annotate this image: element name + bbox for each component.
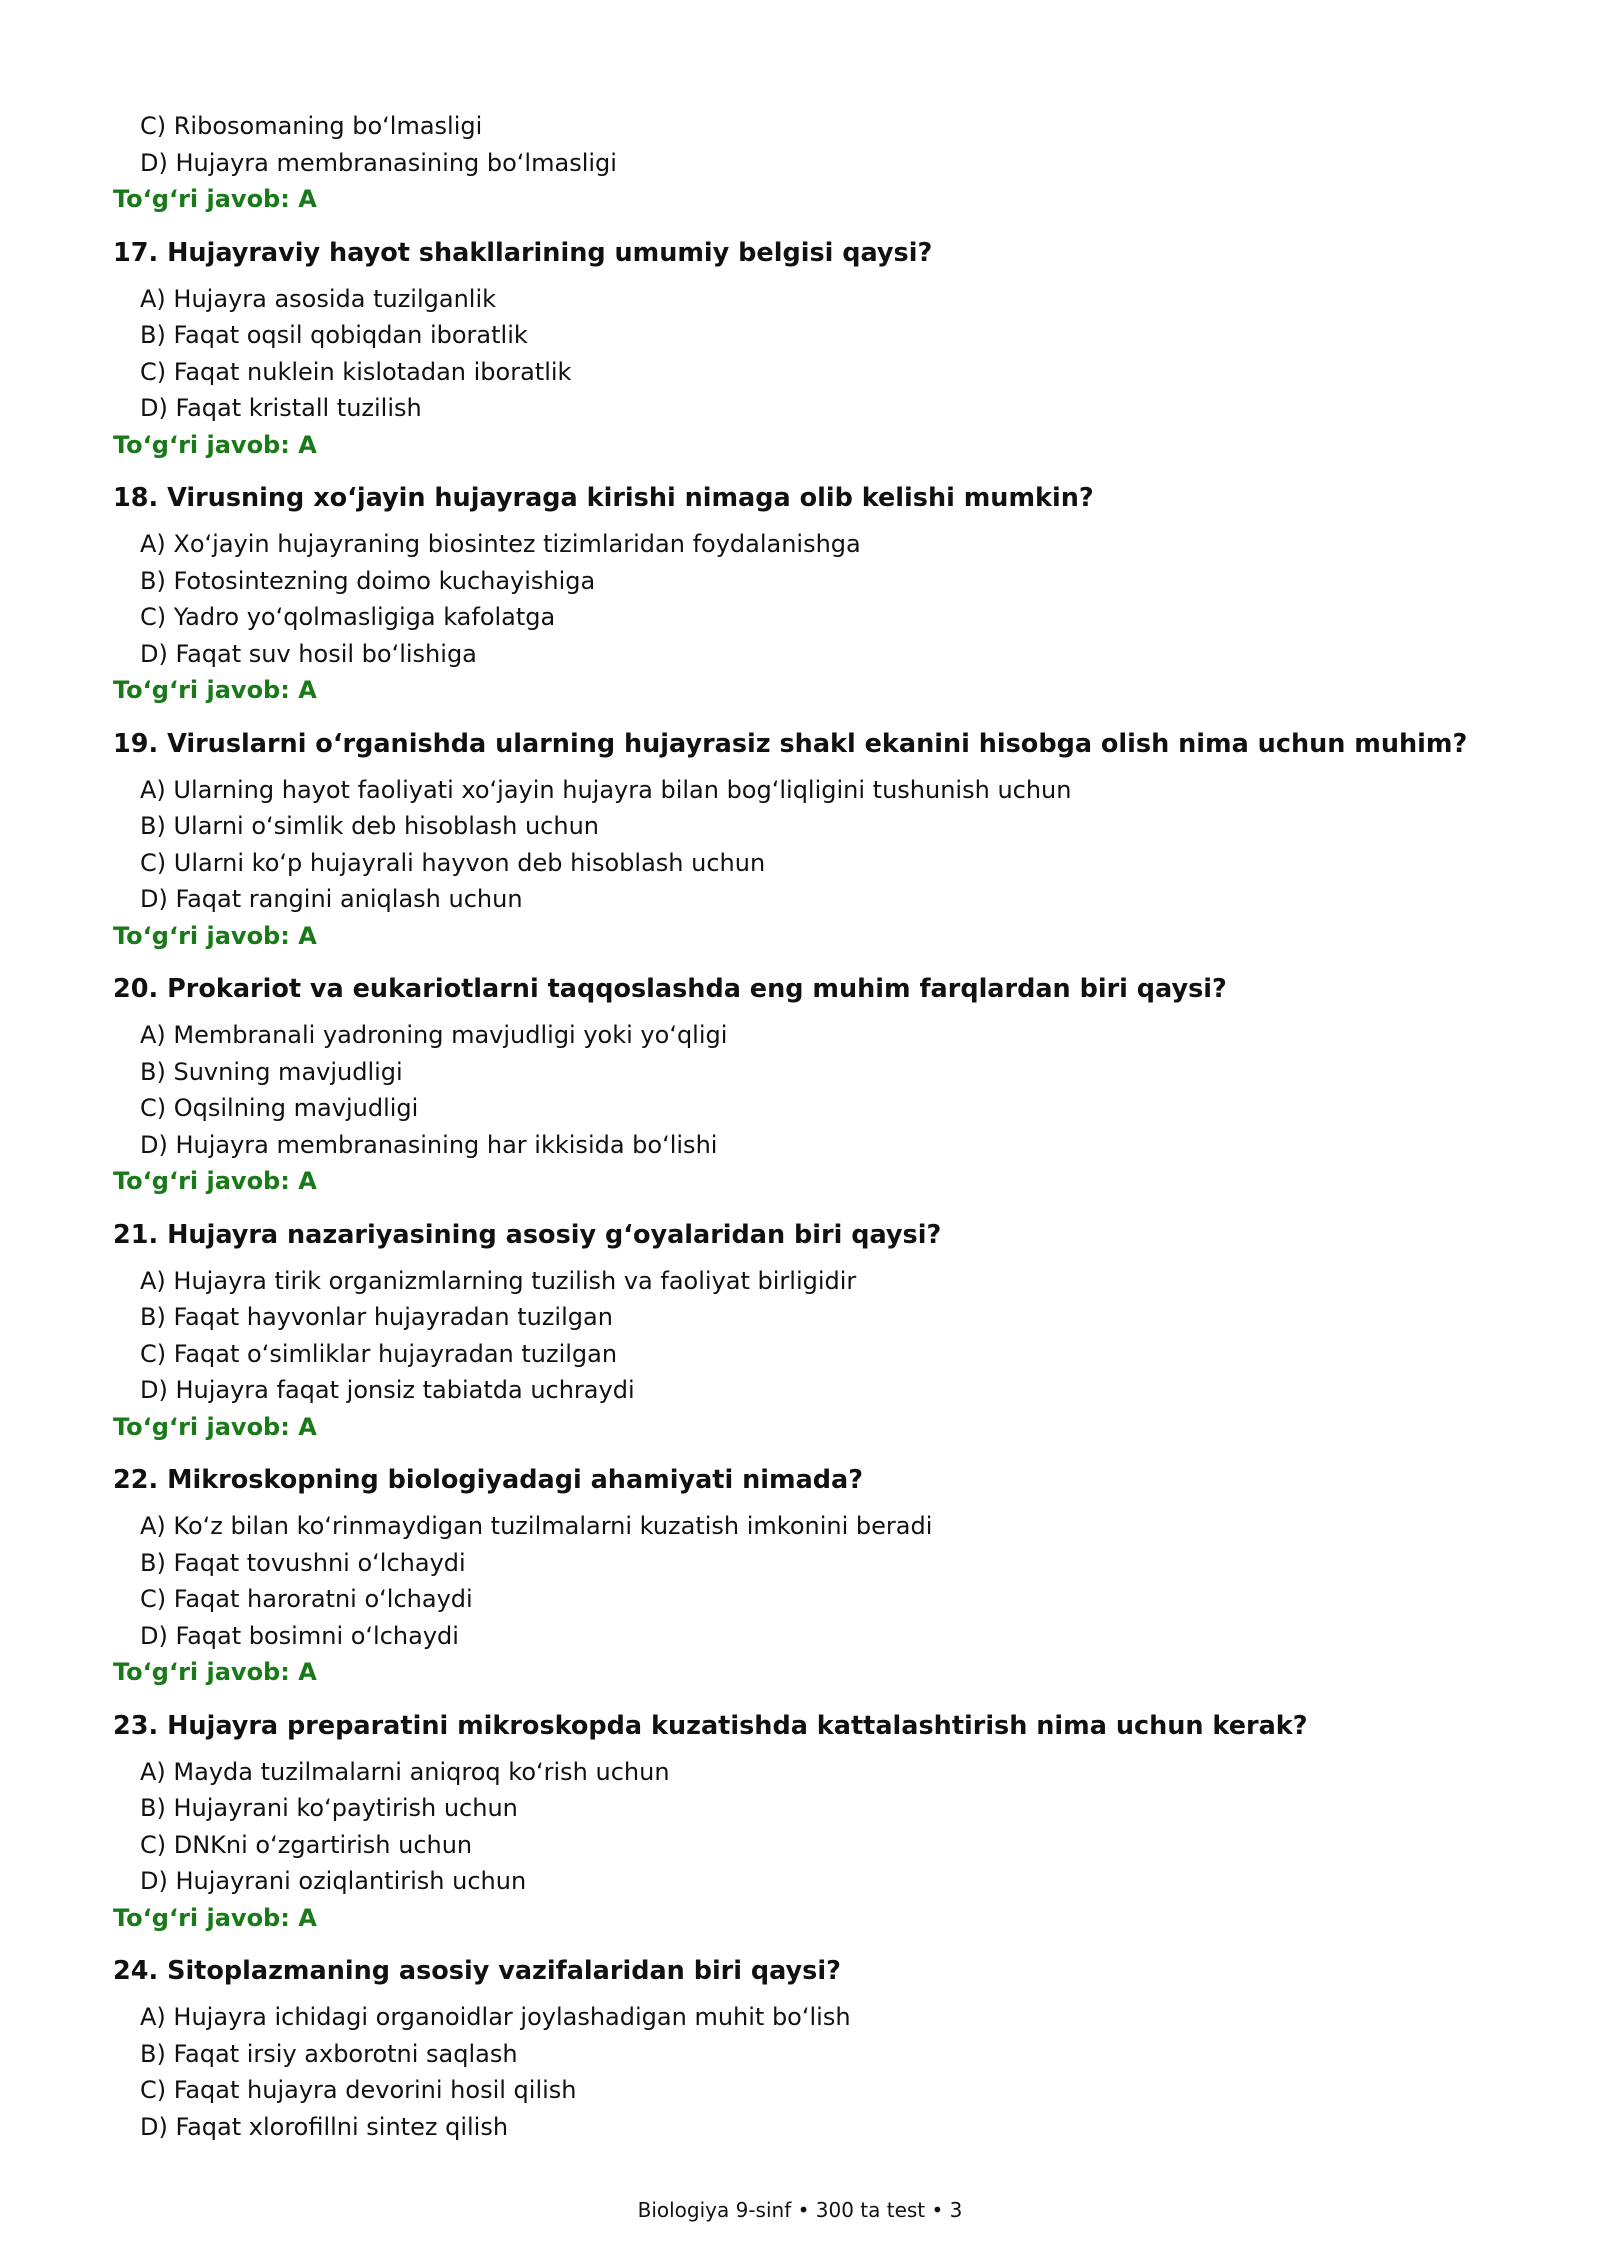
question-title: [113, 1953, 1513, 1989]
question-17: [113, 235, 1513, 464]
option-d: D) Faqat rangini aniqlash uchun: [140, 885, 523, 913]
option-b: B) Fotosintezning doimo kuchayishiga: [140, 566, 596, 595]
question-title: [113, 971, 1513, 1007]
option-c: C) Ularni ko‘p hujayrali hayvon deb hisoblash uchun: [140, 848, 766, 877]
option-c: C) Yadro yo‘qolmasligiga kafolatga: [140, 603, 556, 631]
option-c: C) Ribosomaning bo‘lmasligi: [140, 112, 483, 140]
question-text: Virusning xo‘jayin hujayraga kirishi nimaga olib kelishi mumkin?: [167, 483, 1094, 513]
question-number: 24 .: [113, 1956, 167, 1986]
option-b: B) Ularni o‘simlik deb hisoblash uchun: [140, 812, 599, 840]
question-title: [113, 1708, 1513, 1744]
option-c: C) Faqat haroratni o‘lchaydi: [140, 1585, 473, 1613]
correct-answer: To‘g‘ri javob: A: [113, 1412, 317, 1441]
option-a: A) Membranali yadroning mavjudligi yoki yo‘qligi: [140, 1021, 728, 1049]
option-a: A) Hujayra tirik organizmlarning tuzilish va faoliyat birligidir: [140, 1266, 857, 1295]
question-19: [113, 726, 1513, 955]
option-c: C) Faqat hujayra devorini hosil qilish: [140, 2076, 577, 2104]
question-24: [113, 1953, 1513, 2145]
question-number: 22 .: [113, 1465, 167, 1495]
question-title: [113, 235, 1513, 271]
question-text: Hujayra preparatini mikroskopda kuzatishda kattalashtirish nima uchun kerak?: [167, 1710, 1308, 1741]
option-b: B) Hujayrani ko‘paytirish uchun: [140, 1794, 518, 1822]
question-21: [113, 1217, 1513, 1446]
question-number: 17 .: [113, 238, 167, 268]
question-text: Hujayra nazariyasining asosiy g‘oyalaridan biri qaysi?: [167, 1219, 942, 1250]
option-b: B) Faqat oqsil qobiqdan iboratlik: [140, 321, 528, 349]
question-number: 23 .: [113, 1711, 167, 1741]
option-d: D) Hujayra membranasining har ikkisida bo‘lishi: [140, 1130, 718, 1159]
carryover-block: [113, 108, 1513, 218]
question-list: [113, 108, 1513, 2145]
question-23: [113, 1708, 1513, 1937]
correct-answer: To‘g‘ri javob: A: [113, 185, 317, 213]
question-number: 18 .: [113, 483, 167, 513]
question-number: 19 .: [113, 729, 167, 759]
option-a: A) Ko‘z bilan ko‘rinmaydigan tuzilmalarni kuzatish imkonini beradi: [140, 1512, 933, 1540]
question-title: [113, 1462, 1513, 1498]
correct-answer: To‘g‘ri javob: A: [113, 1658, 317, 1686]
question-text: Hujayraviy hayot shakllarining umumiy belgisi qaysi?: [167, 237, 933, 268]
option-a: A) Ularning hayot faoliyati xo‘jayin hujayra bilan bog‘liqligini tushunish uchun: [140, 775, 1072, 804]
correct-answer: To‘g‘ri javob: A: [113, 1167, 317, 1195]
question-text: Sitoplazmaning asosiy vazifalaridan biri qaysi?: [167, 1956, 841, 1986]
question-number: 21 .: [113, 1220, 167, 1250]
option-b: B) Faqat irsiy axborotni saqlash: [140, 2039, 518, 2068]
question-text: Prokariot va eukariotlarni taqqoslashda eng muhim farqlardan biri qaysi?: [167, 974, 1227, 1004]
question-text: Mikroskopning biologiyadagi ahamiyati nimada?: [167, 1465, 864, 1495]
question-18: [113, 480, 1513, 709]
option-a: A) Hujayra ichidagi organoidlar joylashadigan muhit bo‘lish: [140, 2003, 851, 2031]
option-d: D) Faqat xlorofillni sintez qilish: [140, 2112, 509, 2141]
option-a: A) Xo‘jayin hujayraning biosintez tizimlaridan foydalanishga: [140, 530, 861, 558]
option-d: D) Faqat bosimni o‘lchaydi: [140, 1621, 459, 1650]
option-c: C) DNKni o‘zgartirish uchun: [140, 1830, 473, 1859]
option-a: A) Mayda tuzilmalarni aniqroq ko‘rish uchun: [140, 1757, 670, 1786]
option-c: C) Faqat o‘simliklar hujayradan tuzilgan: [140, 1339, 618, 1368]
option-c: C) Oqsilning mavjudligi: [140, 1094, 419, 1122]
option-b: B) Faqat hayvonlar hujayradan tuzilgan: [140, 1303, 613, 1331]
correct-answer: To‘g‘ri javob: A: [113, 921, 317, 950]
option-d: D) Hujayra membranasining bo‘lmasligi: [140, 148, 617, 177]
option-a: A) Hujayra asosida tuzilganlik: [140, 284, 497, 313]
question-22: [113, 1462, 1513, 1691]
option-d: D) Hujayra faqat jonsiz tabiatda uchraydi: [140, 1376, 635, 1404]
question-title: [113, 726, 1513, 762]
option-d: D) Faqat kristall tuzilish: [140, 394, 422, 422]
page-footer: Biologiya 9-sinf • 300 ta test • 3: [637, 2198, 963, 2222]
question-20: [113, 971, 1513, 1200]
option-b: B) Suvning mavjudligi: [140, 1057, 403, 1086]
question-number: 20 .: [113, 974, 167, 1004]
correct-answer: To‘g‘ri javob: A: [113, 676, 317, 704]
question-text: Viruslarni o‘rganishda ularning hujayrasiz shakl ekanini hisobga olish nima uchun muhim?: [167, 728, 1468, 759]
question-title: [113, 480, 1513, 516]
correct-answer: To‘g‘ri javob: A: [113, 1903, 317, 1932]
option-c: C) Faqat nuklein kislotadan iboratlik: [140, 357, 572, 386]
option-d: D) Faqat suv hosil bo‘lishiga: [140, 639, 477, 668]
option-b: B) Faqat tovushni o‘lchaydi: [140, 1548, 466, 1577]
correct-answer: To‘g‘ri javob: A: [113, 430, 317, 459]
option-d: D) Hujayrani oziqlantirish uchun: [140, 1867, 527, 1895]
question-title: [113, 1217, 1513, 1253]
